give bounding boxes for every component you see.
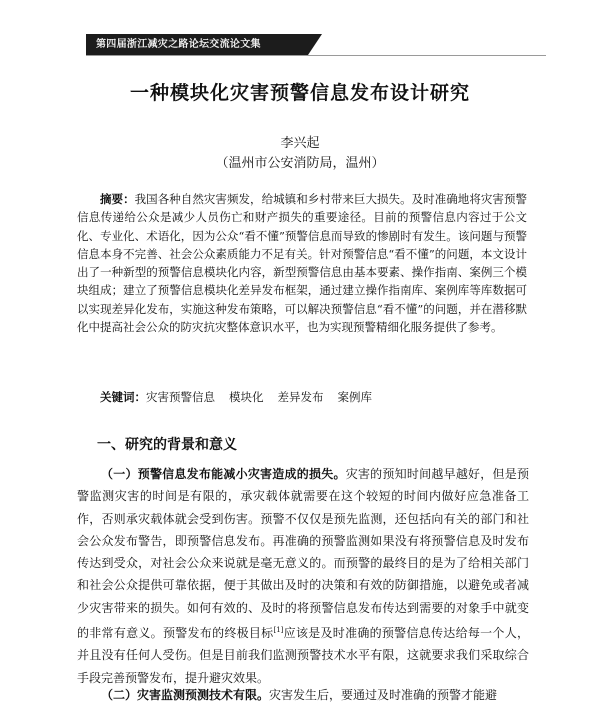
abstract-label: 摘要： <box>100 192 135 206</box>
keyword: 差异发布 <box>277 390 324 404</box>
abstract-text: 我国各种自然灾害频发，给城镇和乡村带来巨大损失。及时准确地将灾害预警信息传递给公众是减少人员伤亡和财产损失的重要途径。目前的预警信息内容过于公文化、专业化、术语化，因为公众“看不懂”预警信息而导致的惨剧时有发生。该问题与预警信息本身不完善、社会公众素质能力不足有关。针对预警信息“看不懂”的问题，本文设计出了一种新型的预警信息模块化内容，新型预警信息由基本要素、操作指南、案例三个模块组成；建立了预警信息模块化差异发布框架，通过建立操作指南库、案例库等库数据可以实现差异化发布，实施这种发布策略，可以解决预警信息“看不懂”的问题，并在潜移默化中提高社会公众的防灾抗灾整体意识水平，也为实现预警精细化服务提供了参考。 <box>77 192 527 335</box>
subsection-heading: （二）灾害监测预测技术有限。 <box>101 688 270 702</box>
keyword: 案例库 <box>337 390 372 404</box>
paragraph-text: 灾害发生后，要通过及时准确的预警才能避 <box>269 688 498 702</box>
abstract <box>77 190 527 336</box>
subsection-heading: （一）预警信息发布能减小灾害造成的损失。 <box>101 467 346 481</box>
keyword: 模块化 <box>229 390 264 404</box>
paper-title: 一种模块化灾害预警信息发布设计研究 <box>129 82 470 104</box>
paragraph-text-continued: 应该是及时准确的预警信息传达给每一个人，并且没有任何人受伤。但是目前我们监测预警技术水平有限，这就要求我们采取综合手段完善预警发布，提升避灾效果。 <box>77 626 529 685</box>
keywords <box>77 389 527 405</box>
keyword: 灾害预警信息 <box>146 390 215 404</box>
body-paragraph <box>77 684 529 706</box>
citation-marker: [1] <box>273 626 284 635</box>
body-paragraph <box>77 463 529 689</box>
paragraph-text: 灾害的预知时间越早越好，但是预警监测灾害的时间是有限的，承灾载体就需要在这个较短的时间内做好应急准备工作，否则承灾载体就会受到伤害。预警不仅仅是预先监测，还包括向有关的部门和社会公众发布警告，即预警信息发布。再准确的预警监测如果没有将预警信息及时发布传达到受众，对社会公众来说就是毫无意义的。而预警的最终目的是为了给相关部门和社会公众提供可靠依据，便于其做出及时的决策和有效的防御措施，以避免或者减少灾害带来的损失。如何有效的、及时的将预警信息发布传达到需要的对象手中就变的非常有意义。预警发布的终极目标 <box>77 467 529 641</box>
keywords-label: 关键词： <box>100 390 146 404</box>
header-rule <box>86 55 546 56</box>
section-heading: 一、研究的背景和意义 <box>97 437 237 453</box>
author-affiliation: （温州市公安消防局，温州） <box>215 156 385 171</box>
author-name: 李兴起 <box>280 136 320 151</box>
proceedings-banner: 第四届浙江减灾之路论坛交流论文集 <box>86 34 308 55</box>
